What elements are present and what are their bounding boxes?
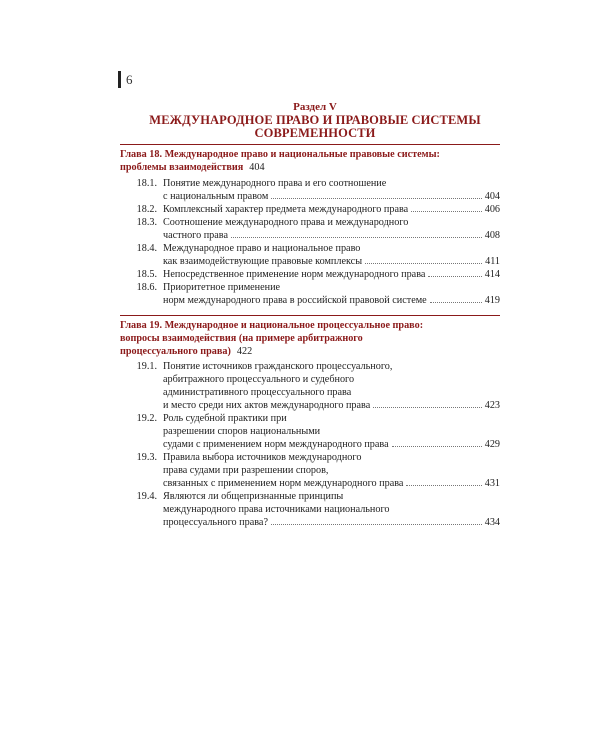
toc-entry-line: Приоритетное применение bbox=[163, 282, 281, 293]
chapter-18-title-line1: Глава 18. Международное право и национальные правовые системы: bbox=[120, 149, 440, 160]
chapter-18-items bbox=[120, 177, 500, 307]
toc-entry-line bbox=[163, 190, 500, 203]
toc-entry-number: 18.2. bbox=[136, 204, 157, 215]
toc-entry-body bbox=[163, 490, 500, 529]
toc-entry-line: Международное право и национальное право bbox=[163, 243, 361, 254]
toc-entry-text: связанных с применением норм международного права bbox=[163, 478, 404, 489]
toc-entry[interactable] bbox=[120, 242, 500, 268]
page-marker-bar bbox=[118, 71, 121, 88]
toc-entry-body bbox=[163, 216, 500, 242]
toc-entry-number: 18.5. bbox=[136, 269, 157, 280]
leader-dots bbox=[430, 302, 482, 303]
chapter-18-title-line2: проблемы взаимодействия bbox=[120, 162, 244, 173]
toc-entry-body bbox=[163, 203, 500, 216]
section-heading bbox=[120, 101, 510, 140]
toc-entry-text: и место среди них актов международного права bbox=[163, 400, 371, 411]
toc-entry-body bbox=[163, 242, 500, 268]
chapter-18-heading[interactable] bbox=[120, 148, 500, 174]
toc-entry[interactable] bbox=[120, 203, 500, 216]
toc-entry-text: как взаимодействующие правовые комплексы bbox=[163, 256, 363, 267]
toc-entry-page: 411 bbox=[485, 256, 500, 267]
chapter-19-heading[interactable] bbox=[120, 319, 500, 358]
toc-entry-line bbox=[163, 516, 500, 529]
toc-entry-text: норм международного права в российской правовой системе bbox=[163, 295, 427, 306]
toc-entry-line: международного права источниками национального bbox=[163, 504, 390, 515]
toc-entry-line: Являются ли общепризнанные принципы bbox=[163, 491, 344, 502]
toc-entry-line: права судами при разрешении споров, bbox=[163, 465, 329, 476]
toc-entry[interactable] bbox=[120, 281, 500, 307]
toc-entry-page: 404 bbox=[484, 191, 500, 202]
toc-entry-line: Соотношение международного права и международного bbox=[163, 217, 409, 228]
page-number: 6 bbox=[126, 72, 133, 87]
toc-entry-number: 19.2. bbox=[136, 413, 157, 424]
toc-entry-text: Комплексный характер предмета международного права bbox=[163, 204, 409, 215]
toc-entry-body bbox=[163, 360, 500, 412]
toc-entry-number: 18.6. bbox=[136, 282, 157, 293]
chapter-19-title-line1: Глава 19. Международное и национальное процессуальное право: bbox=[120, 320, 424, 331]
chapter-19-page: 422 bbox=[236, 346, 253, 357]
section-title-line1: МЕЖДУНАРОДНОЕ ПРАВО И ПРАВОВЫЕ СИСТЕМЫ bbox=[149, 113, 481, 127]
toc-entry-text: с национальным правом bbox=[163, 191, 269, 202]
toc-entry[interactable] bbox=[120, 268, 500, 281]
toc-entry[interactable] bbox=[120, 177, 500, 203]
toc-entry-body bbox=[163, 177, 500, 203]
toc-entry-number: 19.4. bbox=[136, 491, 157, 502]
toc-entry-text: процессуального права? bbox=[163, 517, 268, 528]
toc-entry-line: Правила выбора источников международного bbox=[163, 452, 362, 463]
toc-entry-line bbox=[163, 268, 500, 281]
toc-entry-page: 408 bbox=[484, 230, 500, 241]
toc-entry-number: 18.4. bbox=[136, 243, 157, 254]
toc-entry-text: Непосредственное применение норм международного права bbox=[163, 269, 426, 280]
toc-entry-number: 19.1. bbox=[136, 361, 157, 372]
toc-entry-line bbox=[163, 255, 500, 268]
chapter-divider bbox=[120, 315, 500, 316]
toc-entry-number: 18.1. bbox=[136, 178, 157, 189]
leader-dots bbox=[392, 446, 482, 447]
leader-dots bbox=[271, 198, 481, 199]
toc-entry[interactable] bbox=[120, 412, 500, 451]
chapter-19-items bbox=[120, 360, 500, 529]
toc-entry-line bbox=[163, 477, 500, 490]
toc-entry-line bbox=[163, 399, 500, 412]
table-of-contents bbox=[120, 144, 500, 529]
toc-entry-line bbox=[163, 294, 500, 307]
toc-entry-body bbox=[163, 451, 500, 490]
toc-entry-line: административного процессуального права bbox=[163, 387, 352, 398]
toc-entry[interactable] bbox=[120, 360, 500, 412]
toc-entry-body bbox=[163, 268, 500, 281]
toc-entry-line: Роль судебной практики при bbox=[163, 413, 287, 424]
toc-entry-line: Понятие международного права и его соотношение bbox=[163, 178, 387, 189]
chapter-19-title-line2: вопросы взаимодействия (на примере арбитражного bbox=[120, 333, 363, 344]
chapter-19-title-line3: процессуального права) bbox=[120, 346, 231, 357]
toc-entry-line bbox=[163, 438, 500, 451]
toc-entry-page: 431 bbox=[484, 478, 500, 489]
toc-entry[interactable] bbox=[120, 490, 500, 529]
toc-entry[interactable] bbox=[120, 451, 500, 490]
toc-entry-line: разрешении споров национальными bbox=[163, 426, 321, 437]
toc-entry-body bbox=[163, 281, 500, 307]
toc-entry-line bbox=[163, 229, 500, 242]
leader-dots bbox=[406, 485, 481, 486]
leader-dots bbox=[411, 211, 482, 212]
toc-entry-page: 423 bbox=[484, 400, 500, 411]
leader-dots bbox=[231, 237, 482, 238]
toc-entry-page: 414 bbox=[484, 269, 500, 280]
section-title-line2: СОВРЕМЕННОСТИ bbox=[254, 126, 376, 140]
leader-dots bbox=[271, 524, 482, 525]
leader-dots bbox=[428, 276, 481, 277]
leader-dots bbox=[365, 263, 482, 264]
toc-entry-number: 18.3. bbox=[136, 217, 157, 228]
toc-entry-text: судами с применением норм международного права bbox=[163, 439, 389, 450]
toc-entry-text: частного права bbox=[163, 230, 228, 241]
chapter-divider bbox=[120, 144, 500, 145]
leader-dots bbox=[373, 407, 481, 408]
toc-entry-body bbox=[163, 412, 500, 451]
toc-entry-page: 419 bbox=[484, 295, 500, 306]
section-label: Раздел V bbox=[293, 101, 337, 113]
toc-entry-line: арбитражного процессуального и судебного bbox=[163, 374, 355, 385]
toc-entry-number: 19.3. bbox=[136, 452, 157, 463]
toc-entry-line bbox=[163, 203, 500, 216]
toc-entry-page: 434 bbox=[484, 517, 500, 528]
toc-entry-page: 429 bbox=[484, 439, 500, 450]
toc-entry-line: Понятие источников гражданского процессуального, bbox=[163, 361, 393, 372]
toc-entry-page: 406 bbox=[484, 204, 500, 215]
toc-entry[interactable] bbox=[120, 216, 500, 242]
chapter-18-page: 404 bbox=[249, 162, 265, 173]
